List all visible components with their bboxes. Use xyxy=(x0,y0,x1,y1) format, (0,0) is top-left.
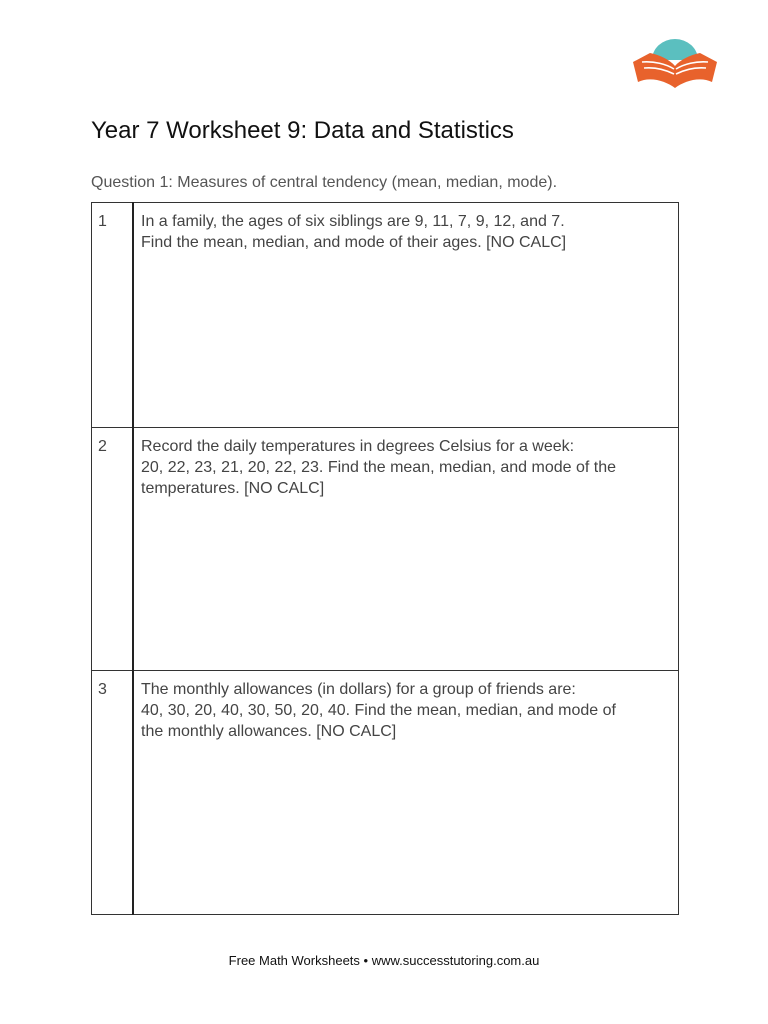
question-row xyxy=(92,671,679,915)
question-line: 20, 22, 23, 21, 20, 22, 23. Find the mean, median, and mode of the xyxy=(141,459,616,476)
questions-table xyxy=(91,202,679,915)
question-line: the monthly allowances. [NO CALC] xyxy=(141,723,397,740)
question-text xyxy=(133,428,679,671)
page-title: Year 7 Worksheet 9: Data and Statistics xyxy=(91,117,514,144)
question-line: In a family, the ages of six siblings are 9, 11, 7, 9, 12, and 7. xyxy=(141,213,565,230)
question-number: 1 xyxy=(92,203,134,428)
footer-text: Free Math Worksheets • www.successtutoring.com.au xyxy=(228,953,540,968)
question-line: temperatures. [NO CALC] xyxy=(141,480,325,497)
open-book-logo-icon xyxy=(630,36,720,92)
question-number: 2 xyxy=(92,428,134,671)
question-row xyxy=(92,428,679,671)
question-text xyxy=(133,203,679,428)
question-text xyxy=(133,671,679,915)
question-number: 3 xyxy=(92,671,134,915)
question-heading: Question 1: Measures of central tendency (mean, median, mode). xyxy=(91,174,558,191)
question-row xyxy=(92,203,679,428)
question-line: 40, 30, 20, 40, 30, 50, 20, 40. Find the mean, median, and mode of xyxy=(141,702,616,719)
question-line: Find the mean, median, and mode of their ages. [NO CALC] xyxy=(141,234,567,251)
question-line: Record the daily temperatures in degrees Celsius for a week: xyxy=(141,438,575,455)
question-line: The monthly allowances (in dollars) for a group of friends are: xyxy=(141,681,576,698)
